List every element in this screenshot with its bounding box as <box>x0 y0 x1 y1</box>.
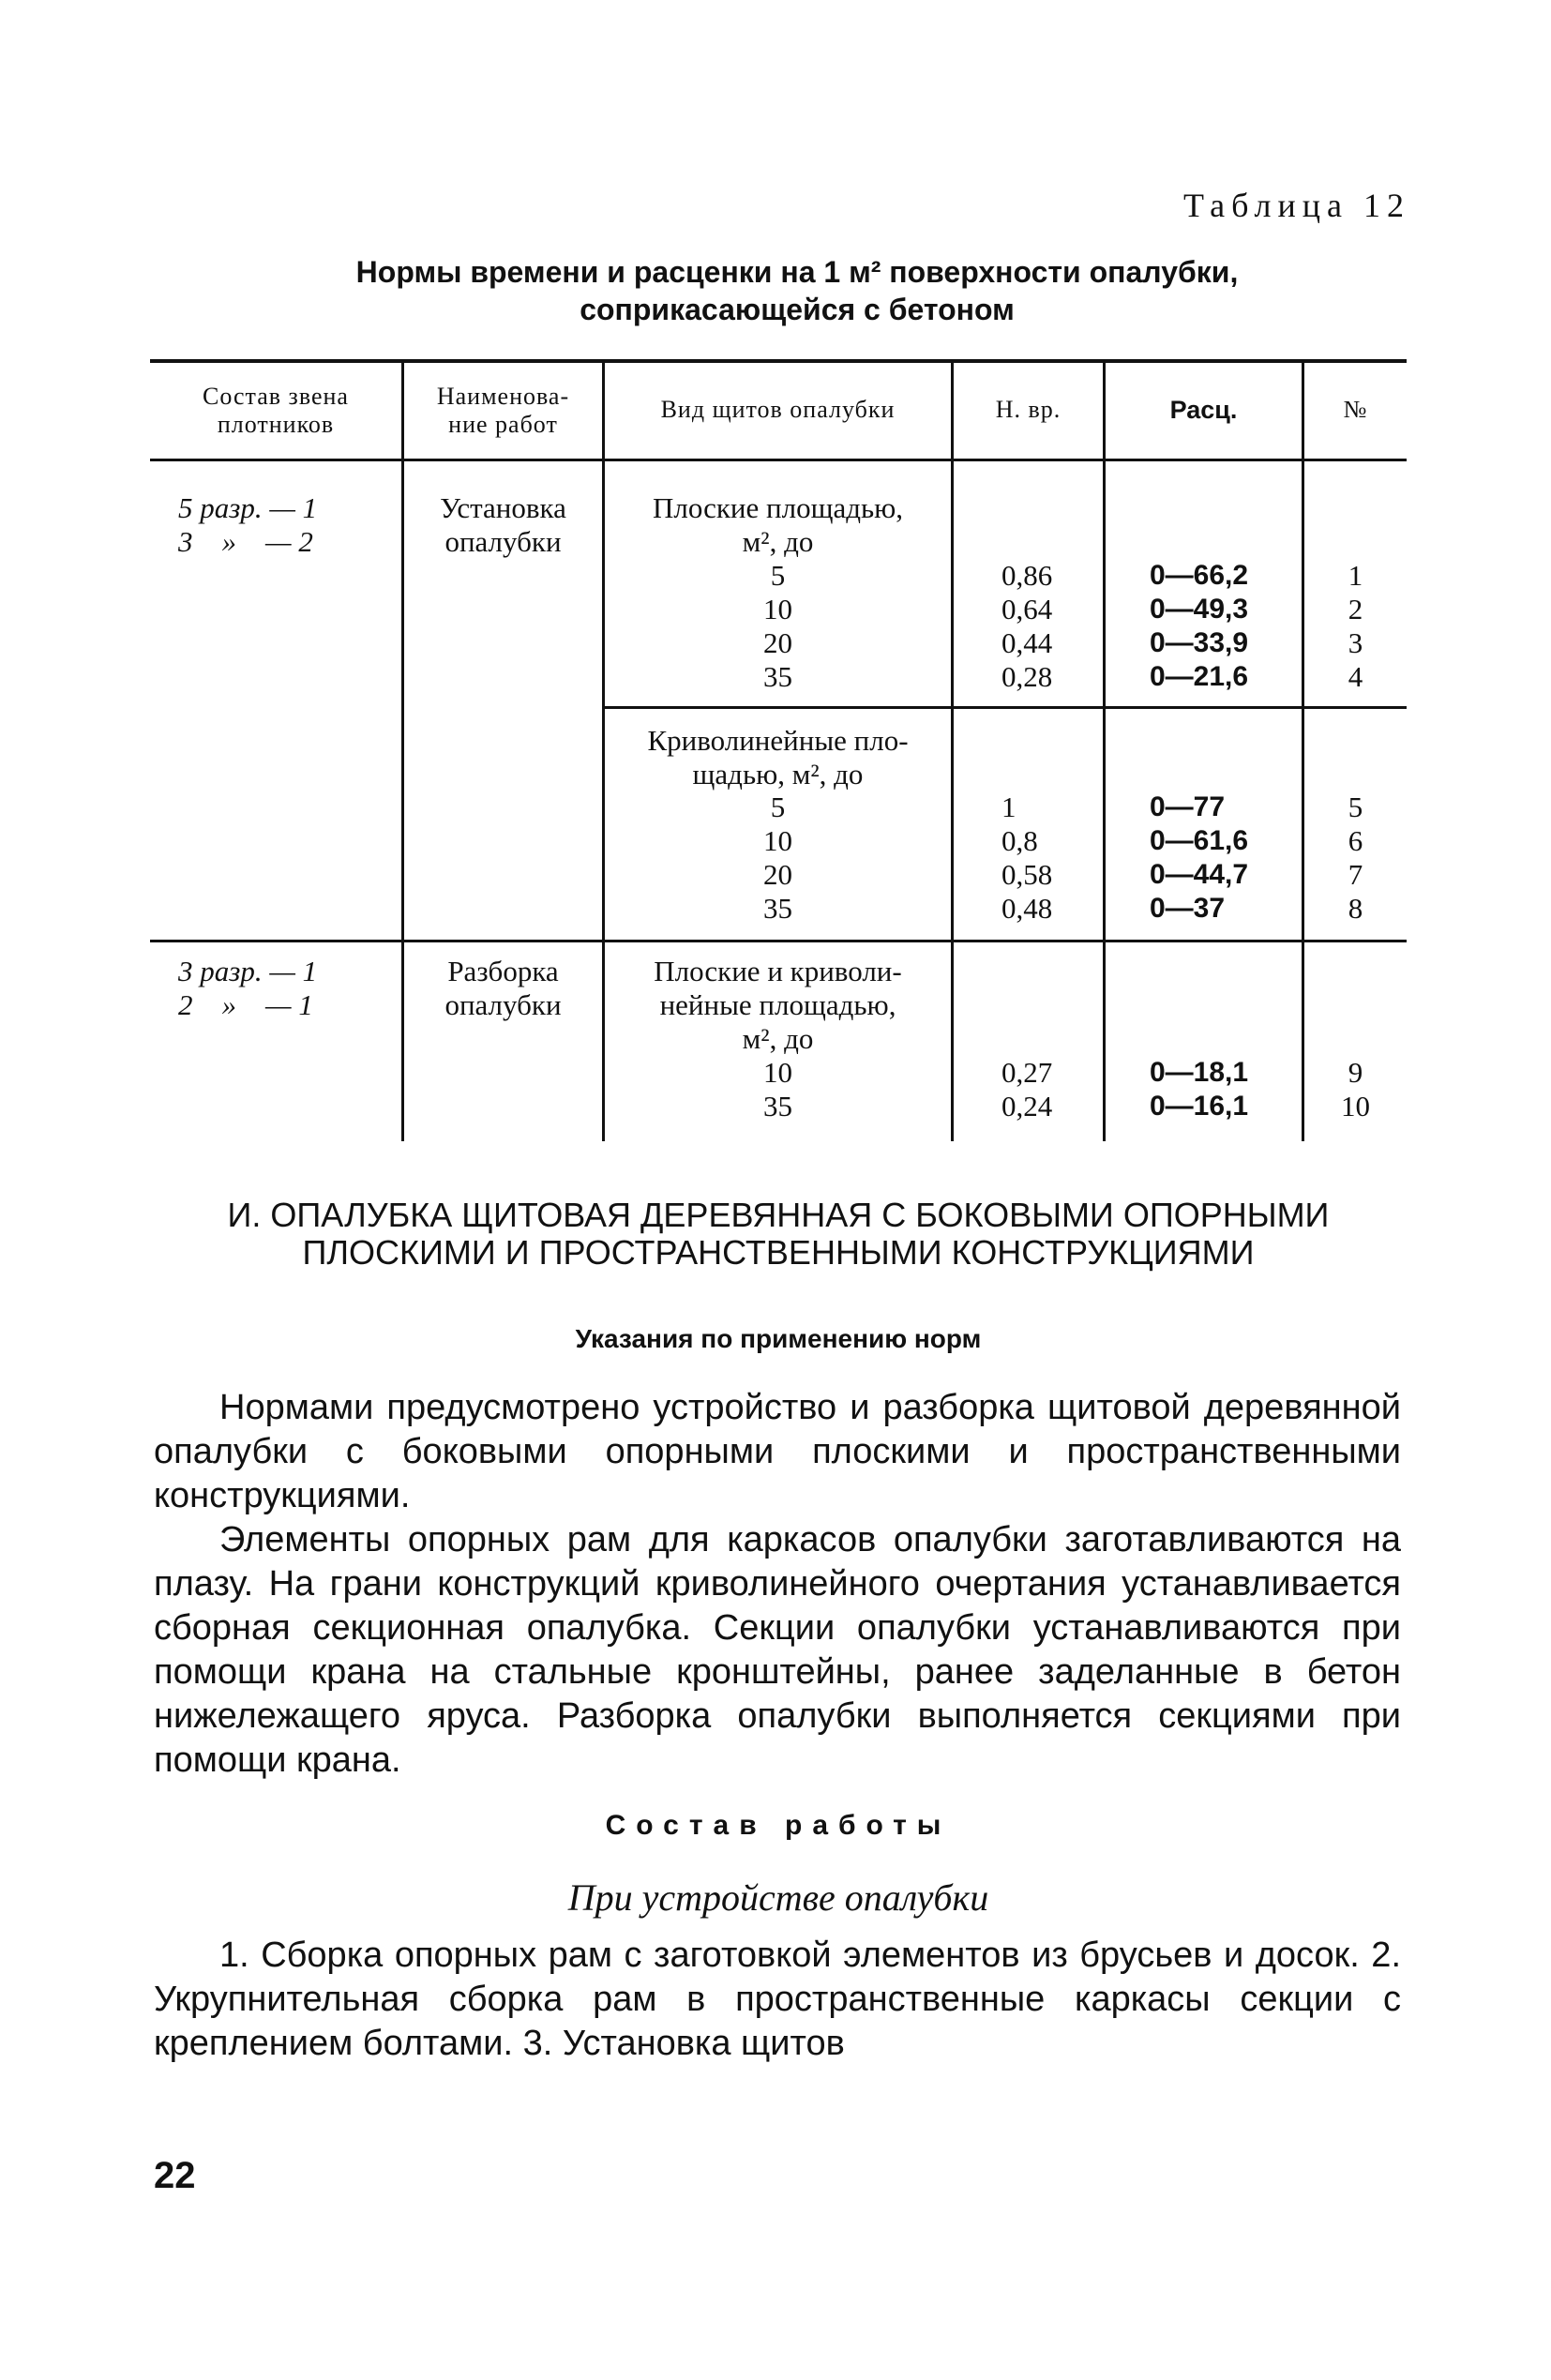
table-block-rule <box>602 706 1407 709</box>
page-number: 22 <box>154 2155 196 2196</box>
section-title-line1: И. ОПАЛУБКА ЩИТОВАЯ ДЕРЕВЯННАЯ С БОКОВЫМИ ОПОРНЫМИ <box>227 1196 1330 1234</box>
block1-hour: 0,64 <box>1001 593 1053 625</box>
block2-rates <box>1150 791 1300 926</box>
group1-crew-line1: 5 разр. — 1 <box>178 491 318 524</box>
block2-num: 5 <box>1348 791 1363 823</box>
block1-size: 5 <box>770 559 786 592</box>
block1-rate: 0—33,9 <box>1150 627 1249 658</box>
block1-num: 3 <box>1348 626 1363 659</box>
table-label: Таблица 12 <box>1183 187 1410 224</box>
table-group-rule <box>150 940 1407 942</box>
block3-type-line2: нейные площадью, <box>659 988 896 1021</box>
block2-hours <box>1001 791 1095 926</box>
work-heading: Состав работы <box>605 1810 952 1841</box>
header-work-line1: Наименова- <box>436 383 570 410</box>
block3-sizes <box>605 1056 951 1123</box>
block1-num: 4 <box>1348 660 1363 693</box>
table-vrule-4 <box>1103 361 1106 1141</box>
block2-hour: 0,48 <box>1001 892 1053 925</box>
group2-crew-line2: 2 » — 1 <box>178 988 313 1021</box>
section-title-line2: ПЛОСКИМИ И ПРОСТРАНСТВЕННЫМИ КОНСТРУКЦИЯМИ <box>302 1233 1255 1272</box>
group2-crew-line1: 3 разр. — 1 <box>178 955 318 987</box>
block2-num: 7 <box>1348 858 1363 891</box>
block3-type <box>605 955 951 1056</box>
block3-size: 10 <box>763 1056 792 1089</box>
group2-work <box>404 955 602 1022</box>
block3-hour: 0,24 <box>1001 1090 1053 1122</box>
block1-rate: 0—66,2 <box>1150 560 1249 591</box>
block1-rates <box>1150 559 1300 694</box>
block3-nums <box>1304 1056 1407 1123</box>
paragraph-1: Нормами предусмотрено устройство и разборка щитовой деревянной опалубки с боковыми опорными плоскими и пространственными конструкциями. <box>154 1388 1401 1515</box>
block1-num: 1 <box>1348 559 1363 592</box>
block1-type <box>605 491 951 559</box>
block1-hour: 0,44 <box>1001 626 1053 659</box>
block1-sizes <box>605 559 951 694</box>
section-title <box>141 1197 1416 1272</box>
paragraph-2: Элементы опорных рам для каркасов опалубки заготавливаются на плазу. На грани конструкций криволинейного очертания устанавливается сборная секционная опалубка. Секции опалубки устанавливаются при помощи крана на стальные кронштейны, ранее заделанные в бетон нижележащего яруса. Разборка опалубки выполняется секциями при помощи крана. <box>154 1520 1401 1780</box>
table-top-rule <box>150 359 1407 363</box>
block2-type-line2: щадью, м², до <box>692 758 864 791</box>
header-type: Вид щитов опалубки <box>660 396 896 423</box>
block1-rate: 0—49,3 <box>1150 594 1249 625</box>
block2-size: 20 <box>763 858 792 891</box>
block2-num: 6 <box>1348 824 1363 857</box>
block1-size: 35 <box>763 660 792 693</box>
table-header-rule <box>150 459 1407 461</box>
block1-type-line2: м², до <box>742 525 814 558</box>
block3-hours <box>1001 1056 1095 1123</box>
block2-type <box>605 724 951 791</box>
block2-rate: 0—61,6 <box>1150 825 1249 856</box>
group2-work-line1: Разборка <box>447 955 559 987</box>
block2-size: 5 <box>770 791 786 823</box>
table-title-line2: соприкасающейся с бетоном <box>580 293 1015 326</box>
block2-hour: 0,8 <box>1001 824 1038 857</box>
block2-rate: 0—44,7 <box>1150 859 1249 890</box>
block3-type-line1: Плоские и криволи- <box>654 955 902 987</box>
table-vrule-1 <box>401 361 404 1141</box>
block3-hour: 0,27 <box>1001 1056 1053 1089</box>
group1-work-line2: опалубки <box>444 525 562 558</box>
block1-size: 20 <box>763 626 792 659</box>
group1-work-line1: Установка <box>440 491 566 524</box>
block2-hour: 1 <box>1001 791 1016 823</box>
header-work-line2: ние работ <box>448 411 558 438</box>
paragraph-3: 1. Сборка опорных рам с заготовкой элементов из брусьев и досок. 2. Укрупнительная сборка рам в пространственные каркасы секции с креплением болтами. 3. Установка щитов <box>154 1936 1401 2063</box>
block2-rate: 0—77 <box>1150 791 1226 822</box>
header-work <box>404 383 602 439</box>
block2-size: 35 <box>763 892 792 925</box>
header-rate: Расц. <box>1169 396 1238 424</box>
table-vrule-5 <box>1302 361 1304 1141</box>
block2-sizes <box>605 791 951 926</box>
group1-work <box>404 491 602 559</box>
block1-hour: 0,86 <box>1001 559 1053 592</box>
group1-crew <box>178 491 394 559</box>
block1-type-line1: Плоские площадью, <box>652 491 904 524</box>
block3-type-line3: м², до <box>742 1022 814 1055</box>
block1-hour: 0,28 <box>1001 660 1053 693</box>
block2-type-line1: Криволинейные пло- <box>647 724 909 757</box>
header-crew <box>150 383 401 439</box>
block1-num: 2 <box>1348 593 1363 625</box>
group2-work-line2: опалубки <box>444 988 562 1021</box>
table-title-line1: Нормы времени и расценки на 1 м² поверхности опалубки, <box>355 255 1239 289</box>
header-hours: Н. вр. <box>995 396 1062 423</box>
table-title <box>150 253 1444 328</box>
group2-crew <box>178 955 394 1022</box>
block3-num: 9 <box>1348 1056 1363 1089</box>
guidance-heading: Указания по применению норм <box>575 1324 982 1353</box>
block2-nums <box>1304 791 1407 926</box>
block1-nums <box>1304 559 1407 694</box>
block3-num: 10 <box>1341 1090 1370 1122</box>
install-heading: При устройстве опалубки <box>567 1876 989 1919</box>
block2-num: 8 <box>1348 892 1363 925</box>
block1-size: 10 <box>763 593 792 625</box>
block2-rate: 0—37 <box>1150 893 1226 924</box>
block1-rate: 0—21,6 <box>1150 661 1249 692</box>
block3-size: 35 <box>763 1090 792 1122</box>
block1-hours <box>1001 559 1095 694</box>
header-crew-line1: Состав звена <box>203 383 349 410</box>
header-num: № <box>1343 396 1368 423</box>
block3-rate: 0—18,1 <box>1150 1057 1249 1088</box>
block3-rate: 0—16,1 <box>1150 1091 1249 1122</box>
block2-size: 10 <box>763 824 792 857</box>
group1-crew-line2: 3 » — 2 <box>178 525 313 558</box>
block3-rates <box>1150 1056 1300 1123</box>
header-crew-line2: плотников <box>217 411 335 438</box>
table-vrule-3 <box>951 361 954 1141</box>
block2-hour: 0,58 <box>1001 858 1053 891</box>
